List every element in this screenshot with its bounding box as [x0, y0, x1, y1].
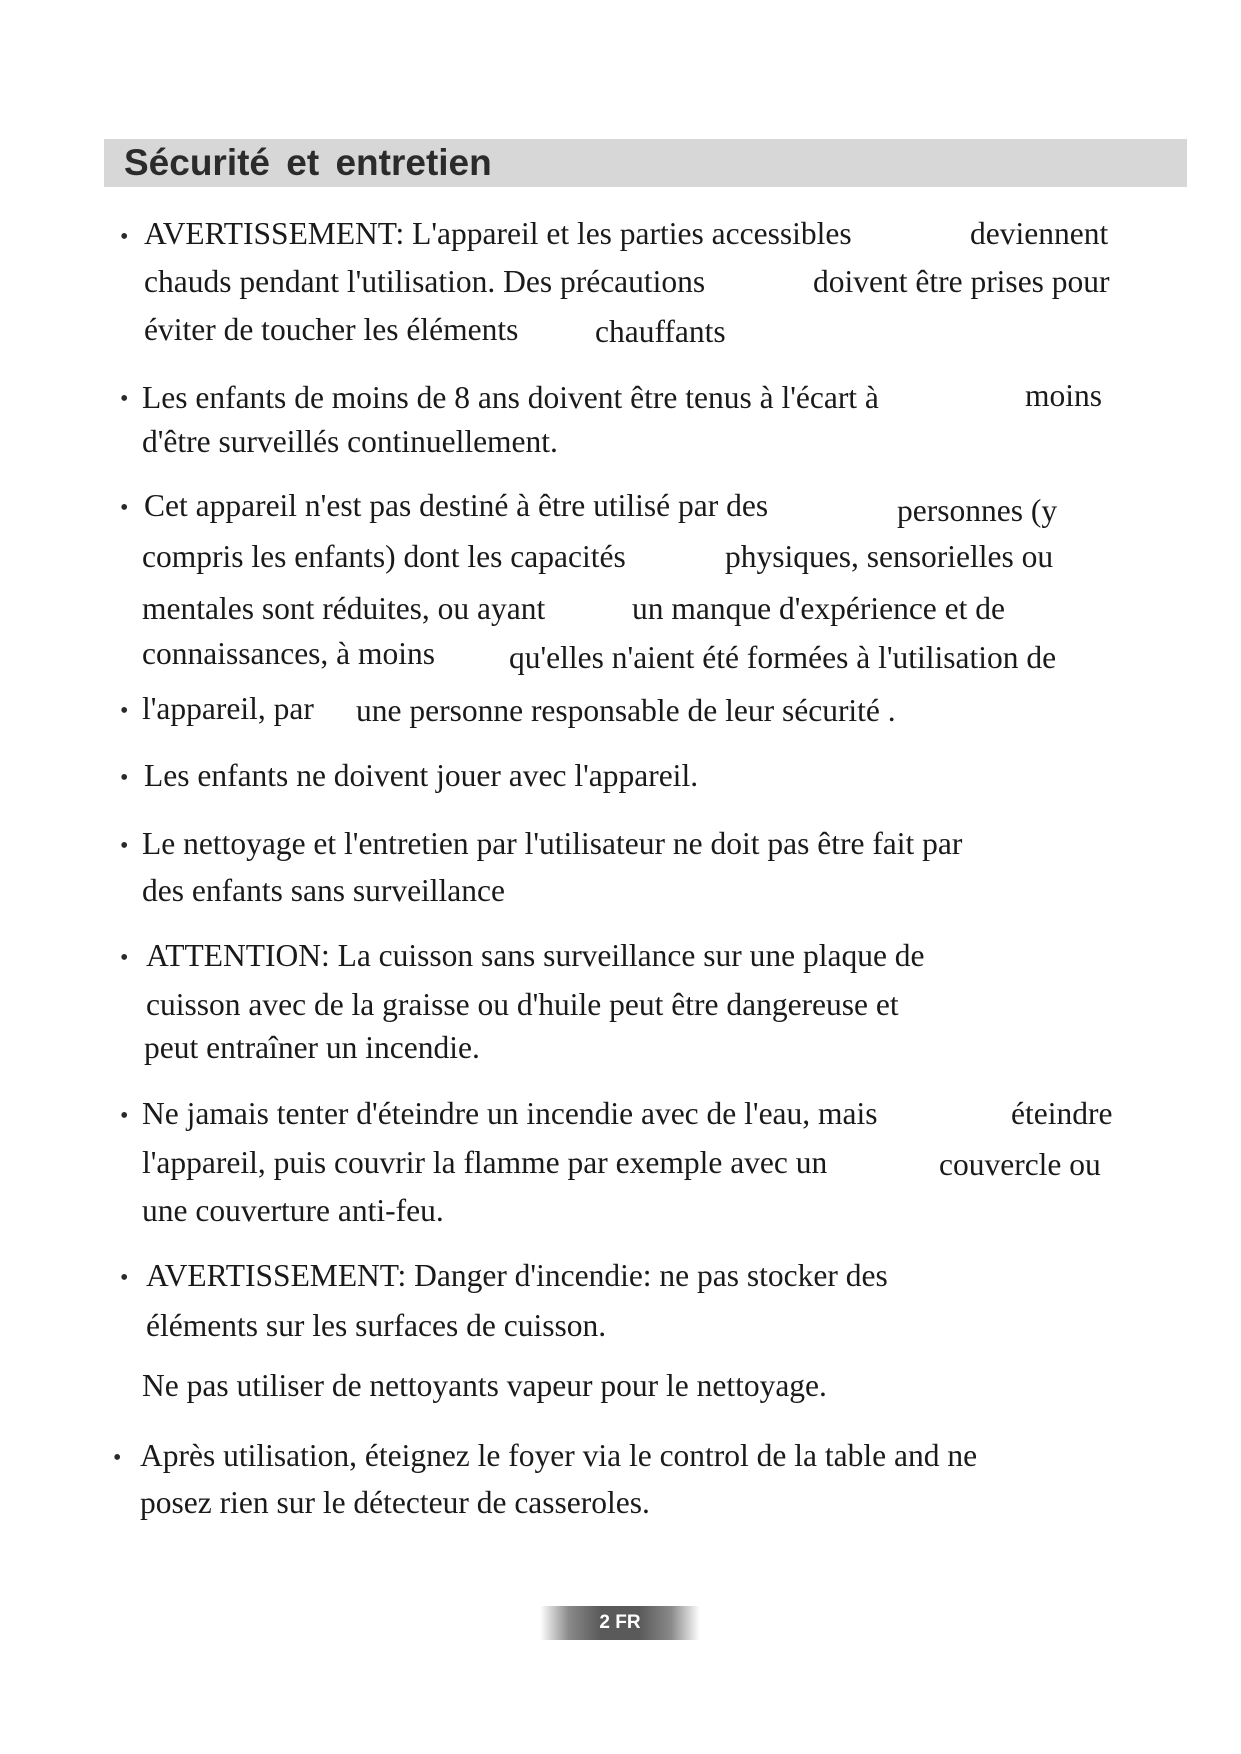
text-line: Le nettoyage et l'entretien par l'utilisateur ne doit pas être fait par: [142, 826, 963, 861]
text-line: une personne responsable de leur sécurité .: [356, 693, 896, 728]
text-line: AVERTISSEMENT: Danger d'incendie: ne pas stocker des: [146, 1258, 888, 1293]
text-line: compris les enfants) dont les capacités: [142, 539, 626, 574]
text-line: Ne pas utiliser de nettoyants vapeur pour le nettoyage.: [142, 1368, 827, 1403]
text-line: personnes (y: [897, 493, 1058, 528]
bullet-icon: •: [120, 765, 129, 791]
text-line: Les enfants ne doivent jouer avec l'appareil.: [144, 758, 699, 793]
text-line: d'être surveillés continuellement.: [142, 424, 558, 459]
text-line: Les enfants de moins de 8 ans doivent être tenus à l'écart à: [142, 380, 879, 415]
bullet-icon: •: [120, 698, 129, 724]
bullet-icon: •: [120, 224, 129, 250]
text-line: couvercle ou: [939, 1147, 1101, 1182]
text-line: Ne jamais tenter d'éteindre un incendie avec de l'eau, mais: [142, 1096, 878, 1131]
text-line: Cet appareil n'est pas destiné à être utilisé par des: [144, 488, 769, 523]
text-line: éteindre: [1011, 1096, 1113, 1131]
bullet-icon: •: [120, 1265, 129, 1291]
text-line: éviter de toucher les éléments: [144, 312, 519, 347]
text-line: Après utilisation, éteignez le foyer via le control de la table and ne: [140, 1438, 978, 1473]
bullet-icon: •: [120, 833, 129, 859]
text-line: des enfants sans surveillance: [142, 873, 506, 908]
text-line: moins: [1025, 378, 1103, 413]
section-title: Sécurité et entretien: [124, 142, 492, 183]
text-line: chauds pendant l'utilisation. Des précautions: [144, 264, 706, 299]
bullet-icon: •: [120, 1103, 129, 1129]
text-line: l'appareil, par: [142, 691, 314, 726]
text-line: chauffants: [595, 314, 726, 349]
text-line: mentales sont réduites, ou ayant: [142, 591, 546, 626]
text-line: une couverture anti-feu.: [142, 1193, 444, 1228]
text-line: posez rien sur le détecteur de casseroles.: [140, 1485, 650, 1520]
text-line: connaissances, à moins: [142, 636, 436, 671]
text-line: doivent être prises pour: [813, 264, 1110, 299]
text-line: AVERTISSEMENT: L'appareil et les parties accessibles: [144, 216, 852, 251]
text-line: un manque d'expérience et de: [632, 591, 1006, 626]
text-line: ATTENTION: La cuisson sans surveillance sur une plaque de: [146, 938, 925, 973]
page-number-badge: [540, 1606, 700, 1640]
bullet-icon: •: [120, 386, 129, 412]
text-line: peut entraîner un incendie.: [144, 1030, 480, 1065]
text-line: qu'elles n'aient été formées à l'utilisation de: [509, 640, 1057, 675]
text-line: deviennent: [970, 216, 1109, 251]
bullet-icon: •: [120, 495, 129, 521]
bullet-icon: •: [120, 945, 129, 971]
text-line: cuisson avec de la graisse ou d'huile peut être dangereuse et: [146, 987, 899, 1022]
page-number: 2 FR: [599, 1612, 641, 1633]
section-header-bar: [104, 139, 1187, 187]
bullet-icon: •: [113, 1445, 122, 1471]
text-line: l'appareil, puis couvrir la flamme par exemple avec un: [142, 1145, 828, 1180]
text-line: physiques, sensorielles ou: [725, 539, 1054, 574]
text-line: éléments sur les surfaces de cuisson.: [146, 1308, 607, 1343]
